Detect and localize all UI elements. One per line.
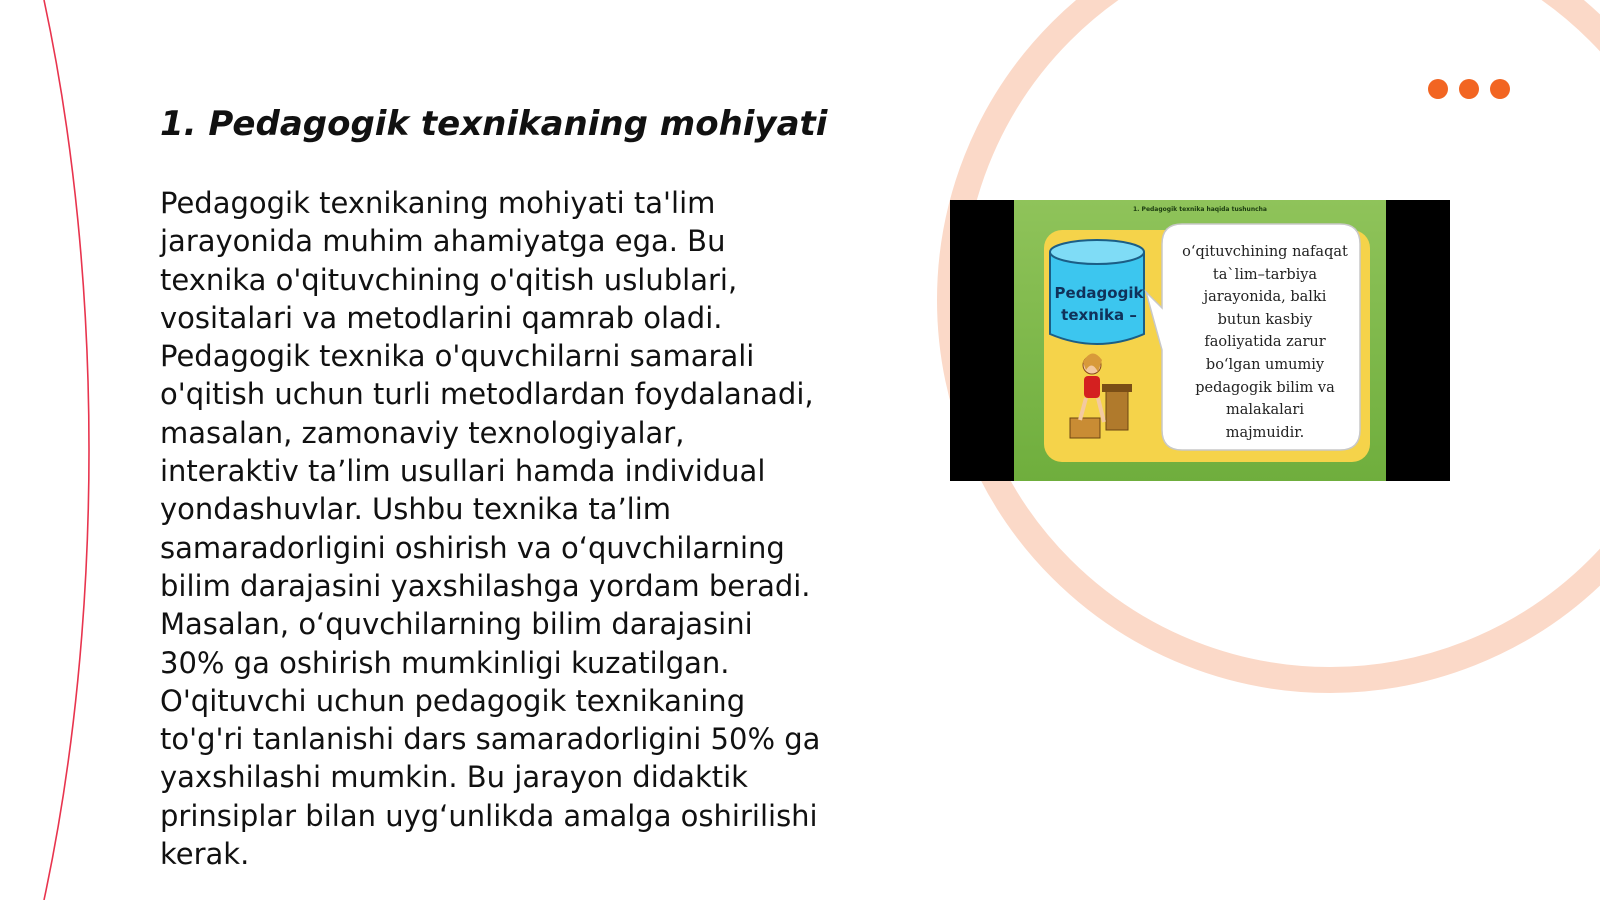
dot-2 bbox=[1459, 79, 1479, 99]
figure-desk bbox=[1106, 390, 1128, 430]
figure-seat bbox=[1070, 418, 1100, 438]
figure-desk-top bbox=[1102, 384, 1132, 392]
figure-torso bbox=[1084, 376, 1100, 398]
slide-title: 1. Pedagogik texnikaning mohiyati bbox=[160, 104, 828, 144]
dot-1 bbox=[1428, 79, 1448, 99]
figure-caption: 1. Pedagogik texnika haqida tushuncha bbox=[1133, 206, 1267, 213]
decorative-left-arc bbox=[0, 0, 100, 900]
cylinder-label: Pedagogik texnika – bbox=[1054, 284, 1144, 324]
slide-figure bbox=[950, 200, 1450, 481]
figure-image bbox=[1014, 200, 1386, 481]
left-arc-line bbox=[44, 0, 89, 900]
speech-bubble-text: o‘qituvchining nafaqat ta`lim–tarbiya jarayonida, balki butun kasbiy faoliyatida zarur bo‘lgan umumiy pedagogik bilim va malakalari majmuidir. bbox=[1182, 244, 1348, 441]
dot-3 bbox=[1490, 79, 1510, 99]
cylinder-top bbox=[1050, 240, 1144, 264]
dots-decoration bbox=[1428, 79, 1510, 99]
slide-body-text: Pedagogik texnikaning mohiyati ta'lim jarayonida muhim ahamiyatga ega. Bu texnika o'qituvchining o'qitish uslublari, vositalari va metodlarini qamrab oladi. Pedagogik texnika o'quvchilarni samarali o'qitish uchun turli metodlardan foydalanadi, masalan, zamonaviy texnologiyalar, interaktiv ta’lim usullari hamda individual yondashuvlar. Ushbu texnika ta’lim samaradorligini oshirish va o‘quvchilarning bilim darajasini yaxshilashga yordam beradi. Masalan, o‘quvchilarning bilim darajasini 30% ga oshirish mumkinligi kuzatilgan. O'qituvchi uchun pedagogik texnikaning to'g'ri tanlanishi dars samaradorligini 50% ga yaxshilashi mumkin. Bu jarayon didaktik prinsiplar bilan uyg‘unlikda amalga oshirilishi kerak. bbox=[160, 186, 821, 872]
